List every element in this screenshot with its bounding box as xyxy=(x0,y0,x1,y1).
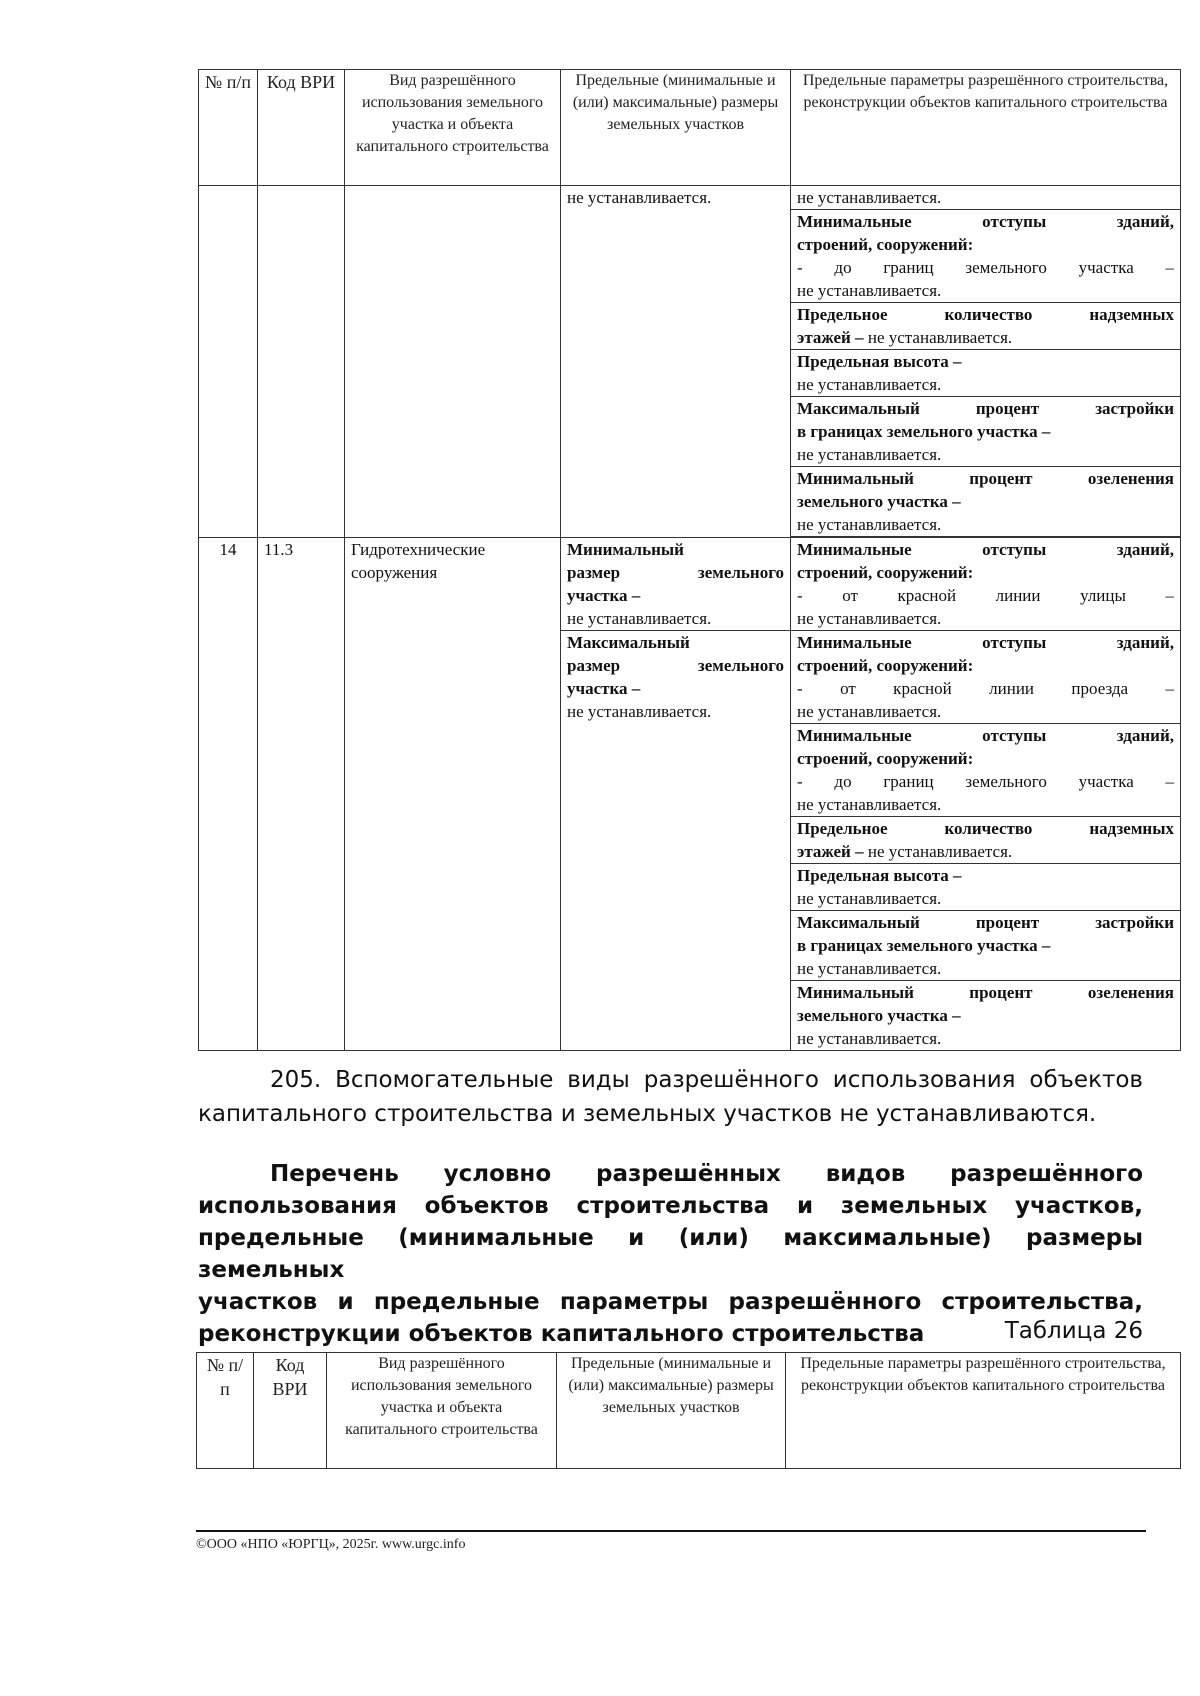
value-text: не устанавливается. xyxy=(797,188,942,207)
limit-title: Максимальный xyxy=(567,633,690,652)
header-num: № п/п xyxy=(197,1353,254,1469)
value-text: не устанавливается. xyxy=(567,609,712,628)
param-title: строений, сооружений: xyxy=(797,656,974,675)
header-params: Предельные параметры разрешённого строительства, реконструкции объектов капитального строительства xyxy=(791,70,1181,186)
limit-title: размер земельного xyxy=(567,563,784,582)
value-text: не устанавливается. xyxy=(867,328,1013,347)
value-text: не устанавливается. xyxy=(567,702,712,721)
row14-kind: Гидротехнические сооружения xyxy=(345,538,561,1051)
value-text: не устанавливается. xyxy=(797,445,942,464)
footer-copyright: ©ООО «НПО «ЮРГЦ», 2025г. www.urgc.info xyxy=(196,1537,466,1552)
cont-num-cell xyxy=(199,186,258,538)
heading-line: предельные (минимальные и (или) максимальные) размеры земельных xyxy=(198,1225,1143,1283)
table-header-row xyxy=(197,1353,1181,1469)
value-text: не устанавливается. xyxy=(867,842,1013,861)
row14-param-floors xyxy=(791,817,1181,864)
header-code: Код ВРИ xyxy=(258,70,345,186)
header-sizes: Предельные (минимальные и (или) максимальные) размеры земельных участков xyxy=(557,1353,786,1469)
limit-title: участка – xyxy=(567,679,641,698)
param-setback xyxy=(791,210,1181,303)
cont-sizes-cell xyxy=(561,186,791,538)
param-title: этажей – xyxy=(797,842,864,861)
param-title: строений, сооружений: xyxy=(797,235,974,254)
value-text: не устанавливается. xyxy=(797,281,942,300)
param-title: Минимальные отступы зданий, xyxy=(797,540,1174,559)
footer-divider xyxy=(196,1530,1146,1532)
row14-min-size xyxy=(561,538,791,631)
section-heading xyxy=(198,1158,1143,1350)
row14-num: 14 xyxy=(199,538,258,1051)
value-text: не устанавливается. xyxy=(797,795,942,814)
table-row-14 xyxy=(199,538,1181,631)
row14-param-red-line-passage xyxy=(791,631,1181,724)
param-title: в границах земельного участка – xyxy=(797,936,1051,955)
value-text: не устанавливается. xyxy=(797,375,942,394)
param-height xyxy=(791,350,1181,397)
row14-max-size xyxy=(561,631,791,1051)
header-kind: Вид разрешённого использования земельного участка и объекта капитального строительства xyxy=(345,70,561,186)
cont-code-cell xyxy=(258,186,345,538)
heading-line: реконструкции объектов капитального строительства xyxy=(198,1321,925,1347)
value-text: не устанавливается. xyxy=(797,1029,942,1048)
land-use-table-continued xyxy=(198,69,1181,1051)
heading-line: использования объектов строительства и земельных участков, xyxy=(198,1193,1143,1219)
value-text: не устанавливается. xyxy=(797,889,942,908)
param-title: Предельное количество надземных xyxy=(797,819,1174,838)
param-title: Минимальный процент озеленения xyxy=(797,469,1174,488)
heading-line: участков и предельные параметры разрешённого строительства, xyxy=(198,1289,1143,1315)
param-title: Минимальные отступы зданий, xyxy=(797,726,1174,745)
limit-title: участка – xyxy=(567,586,641,605)
table-header-row xyxy=(199,70,1181,186)
param-title: земельного участка – xyxy=(797,1006,961,1025)
header-params: Предельные параметры разрешённого строительства, реконструкции объектов капитального строительства xyxy=(786,1353,1181,1469)
param-title: Предельная высота – xyxy=(797,352,962,371)
cont-sizes-value: не устанавливается. xyxy=(567,188,712,207)
param-line: - до границ земельного участка – xyxy=(797,258,1174,277)
param-title: Минимальные отступы зданий, xyxy=(797,633,1174,652)
row14-param-height xyxy=(791,864,1181,911)
paragraph-line: капитального строительства и земельных участков не устанавливаются. xyxy=(198,1101,1097,1127)
cont-kind-cell xyxy=(345,186,561,538)
param-floors xyxy=(791,303,1181,350)
param-title: Предельное количество надземных xyxy=(797,305,1174,324)
row14-code: 11.3 xyxy=(258,538,345,1051)
row14-param-red-line-street xyxy=(791,538,1181,631)
value-text: не устанавливается. xyxy=(797,702,942,721)
paragraph-line: 205. Вспомогательные виды разрешённого использования объектов xyxy=(270,1067,1143,1093)
cont-params-tail xyxy=(791,186,1181,210)
value-text: не устанавливается. xyxy=(797,515,942,534)
header-code: Код ВРИ xyxy=(254,1353,327,1469)
param-coverage xyxy=(791,397,1181,467)
param-title: Максимальный процент застройки xyxy=(797,913,1174,932)
param-title: в границах земельного участка – xyxy=(797,422,1051,441)
header-sizes: Предельные (минимальные и (или) максимальные) размеры земельных участков xyxy=(561,70,791,186)
row14-param-coverage xyxy=(791,911,1181,981)
param-title: строений, сооружений: xyxy=(797,563,974,582)
header-kind: Вид разрешённого использования земельного участка и объекта капитального строительства xyxy=(327,1353,557,1469)
param-green xyxy=(791,467,1181,537)
param-line: - от красной линии улицы – xyxy=(797,586,1174,605)
row14-param-green xyxy=(791,981,1181,1051)
param-title: этажей – xyxy=(797,328,864,347)
limit-title: размер земельного xyxy=(567,656,784,675)
row14-param-boundary xyxy=(791,724,1181,817)
param-line: - от красной линии проезда – xyxy=(797,679,1174,698)
value-text: не устанавливается. xyxy=(797,609,942,628)
param-title: Максимальный процент застройки xyxy=(797,399,1174,418)
land-use-table-26 xyxy=(196,1352,1181,1469)
param-line: - до границ земельного участка – xyxy=(797,772,1174,791)
param-title: Минимальный процент озеленения xyxy=(797,983,1174,1002)
value-text: не устанавливается. xyxy=(797,959,942,978)
param-title: Минимальные отступы зданий, xyxy=(797,212,1174,231)
paragraph-205 xyxy=(198,1063,1143,1131)
header-num: № п/п xyxy=(199,70,258,186)
heading-line: Перечень условно разрешённых видов разрешённого xyxy=(270,1161,1143,1187)
limit-title: Минимальный xyxy=(567,540,684,559)
param-title: Предельная высота – xyxy=(797,866,962,885)
table-label: Таблица 26 xyxy=(1004,1318,1143,1344)
param-title: строений, сооружений: xyxy=(797,749,974,768)
param-title: земельного участка – xyxy=(797,492,961,511)
